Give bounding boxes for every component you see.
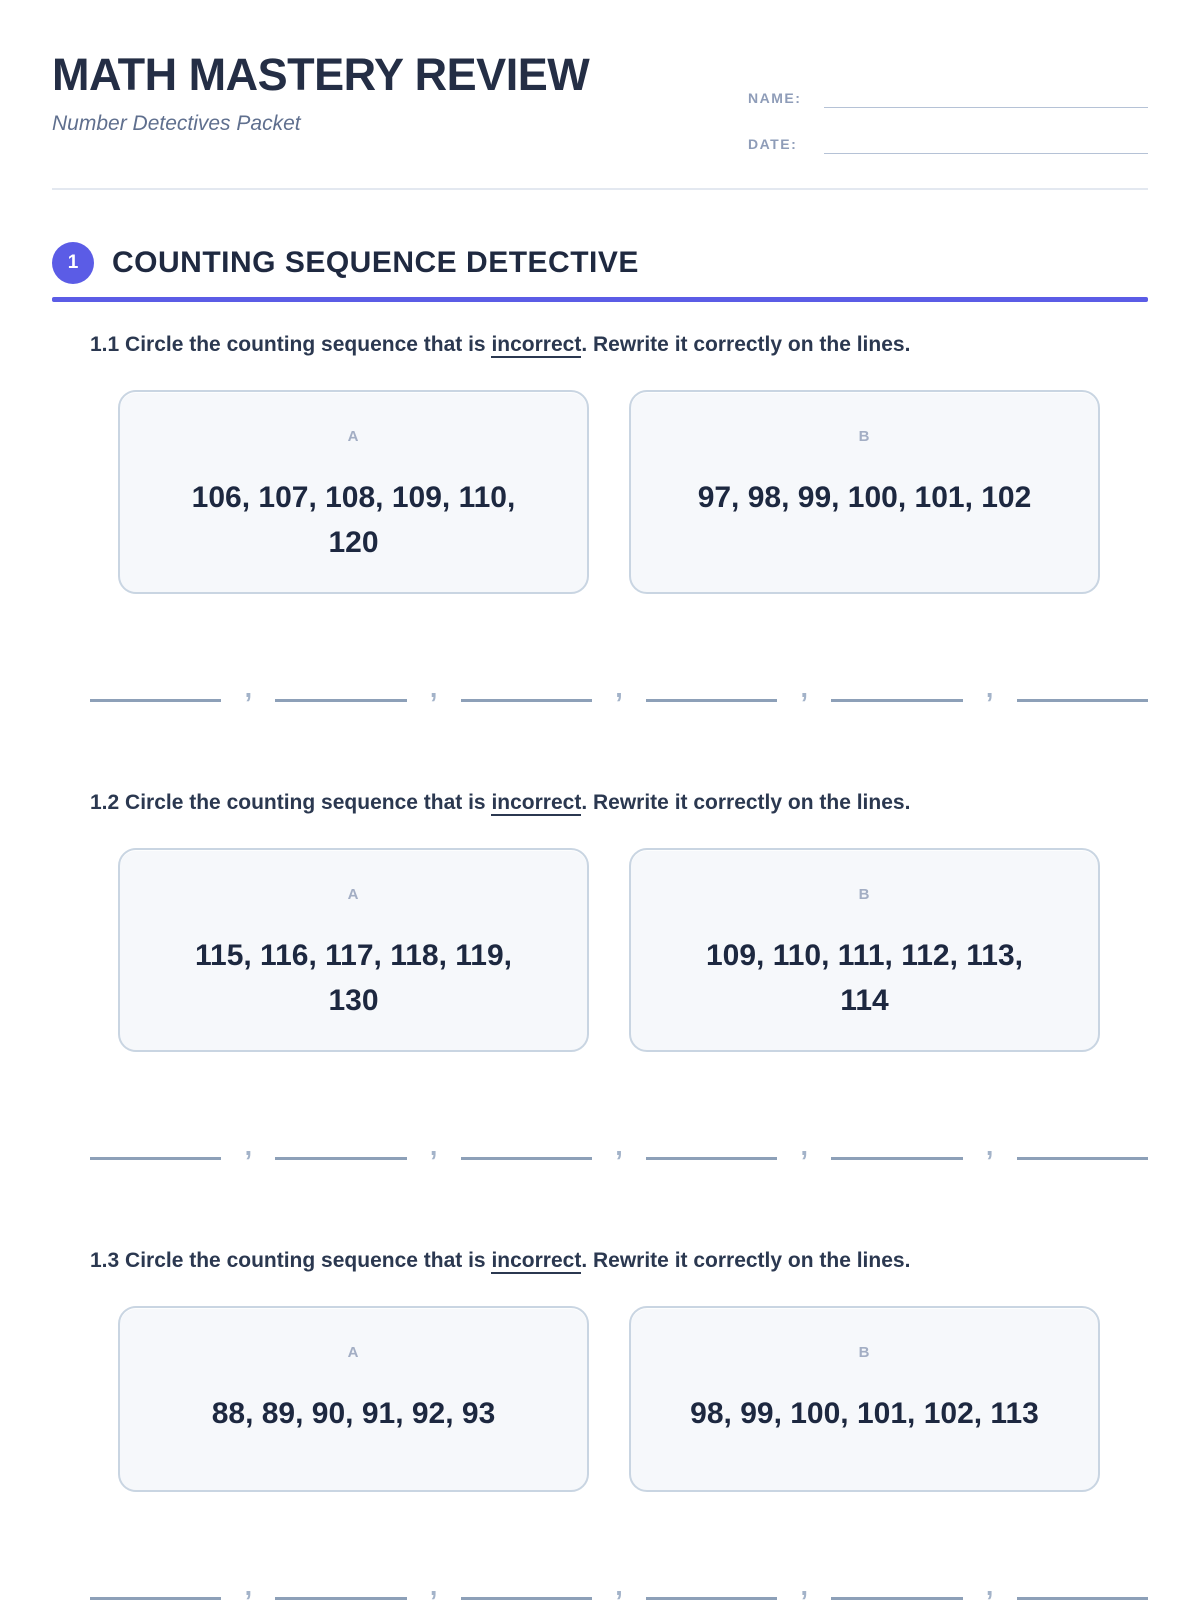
comma-separator: , — [615, 1131, 623, 1161]
page-subtitle: Number Detectives Packet — [52, 112, 301, 136]
instruction-text: . Rewrite it correctly on the lines. — [581, 791, 911, 814]
answer-line[interactable] — [646, 1590, 777, 1600]
number-sequence: 97, 98, 99, 100, 101, 102 — [697, 481, 1032, 514]
section-title: COUNTING SEQUENCE DETECTIVE — [112, 246, 639, 279]
date-field-row — [748, 108, 1148, 154]
problem-1-1 — [52, 330, 1148, 702]
problem-1-2 — [52, 788, 1148, 1160]
answer-blanks-row — [90, 1558, 1148, 1600]
comma-separator: , — [615, 1571, 623, 1600]
comma-separator: , — [985, 1571, 994, 1600]
instruction-text: Circle the counting sequence that is — [119, 333, 492, 356]
answer-line[interactable] — [1017, 692, 1148, 702]
option-box-a[interactable] — [118, 848, 589, 1052]
title-block — [52, 50, 589, 136]
number-sequence: 115, 116, 117, 118, 119, 130 — [194, 939, 512, 1017]
answer-line[interactable] — [461, 1590, 592, 1600]
header-divider — [52, 188, 1148, 190]
problem-number: 1.2 — [90, 791, 120, 814]
option-box-row — [118, 848, 1100, 1052]
comma-separator: , — [985, 1131, 994, 1161]
comma-separator: , — [800, 1131, 809, 1161]
number-sequence: 98, 99, 100, 101, 102, 113 — [690, 1397, 1039, 1430]
section-accent-bar — [52, 297, 1148, 302]
name-label: NAME: — [748, 90, 802, 106]
answer-line[interactable] — [646, 692, 777, 702]
instruction-text: . Rewrite it correctly on the lines. — [581, 1249, 911, 1272]
page-header — [52, 50, 1148, 154]
number-sequence: 109, 110, 111, 112, 113, 114 — [705, 939, 1023, 1017]
comma-separator: , — [985, 673, 994, 703]
comma-separator: , — [244, 1571, 253, 1600]
date-label: DATE: — [748, 136, 798, 152]
answer-line[interactable] — [831, 1150, 962, 1160]
option-label: B — [858, 886, 871, 903]
number-sequence: 106, 107, 108, 109, 110, 120 — [191, 481, 516, 559]
answer-line[interactable] — [275, 1590, 406, 1600]
answer-line[interactable] — [90, 1150, 221, 1160]
problem-number: 1.1 — [90, 333, 120, 356]
answer-line[interactable] — [90, 692, 221, 702]
answer-line[interactable] — [646, 1150, 777, 1160]
answer-line[interactable] — [275, 692, 406, 702]
comma-separator: , — [429, 1131, 438, 1161]
comma-separator: , — [244, 1131, 253, 1161]
option-label: A — [347, 428, 360, 445]
comma-separator: , — [800, 1571, 809, 1600]
answer-line[interactable] — [1017, 1590, 1148, 1600]
comma-separator: , — [800, 673, 809, 703]
option-box-b[interactable] — [629, 390, 1100, 594]
instruction-highlight: incorrect — [491, 1249, 582, 1272]
option-box-row — [118, 390, 1100, 594]
instruction-text: Circle the counting sequence that is — [119, 791, 492, 814]
answer-line[interactable] — [275, 1150, 406, 1160]
comma-separator: , — [615, 673, 623, 703]
section-number-badge: 1 — [52, 242, 94, 284]
answer-line[interactable] — [461, 692, 592, 702]
instruction-highlight: incorrect — [491, 791, 582, 814]
page-title: MATH MASTERY REVIEW — [52, 49, 590, 100]
option-box-b[interactable] — [629, 1306, 1100, 1492]
number-sequence: 88, 89, 90, 91, 92, 93 — [211, 1397, 496, 1430]
answer-blanks-row — [90, 1118, 1148, 1160]
comma-separator: , — [244, 673, 253, 703]
option-box-a[interactable] — [118, 390, 589, 594]
option-box-row — [118, 1306, 1100, 1492]
answer-line[interactable] — [831, 692, 962, 702]
instruction-text: . Rewrite it correctly on the lines. — [581, 333, 911, 356]
problem-instruction — [90, 788, 1148, 818]
instruction-text: Circle the counting sequence that is — [119, 1249, 492, 1272]
option-box-b[interactable] — [629, 848, 1100, 1052]
option-label: B — [858, 1344, 871, 1361]
instruction-highlight: incorrect — [491, 333, 582, 356]
problem-number: 1.3 — [90, 1249, 120, 1272]
option-label: B — [858, 428, 871, 445]
answer-line[interactable] — [831, 1590, 962, 1600]
student-fields — [748, 50, 1148, 154]
date-input-line[interactable] — [824, 124, 1148, 154]
answer-line[interactable] — [1017, 1150, 1148, 1160]
name-field-row — [748, 62, 1148, 108]
problem-instruction — [90, 1246, 1148, 1276]
answer-line[interactable] — [90, 1590, 221, 1600]
answer-line[interactable] — [461, 1150, 592, 1160]
problem-instruction — [90, 330, 1148, 360]
problem-1-3 — [52, 1246, 1148, 1600]
answer-blanks-row — [90, 660, 1148, 702]
option-label: A — [347, 886, 360, 903]
comma-separator: , — [429, 1571, 438, 1600]
option-box-a[interactable] — [118, 1306, 589, 1492]
comma-separator: , — [429, 673, 438, 703]
option-label: A — [347, 1344, 360, 1361]
section-header — [52, 242, 1148, 284]
name-input-line[interactable] — [824, 78, 1148, 108]
